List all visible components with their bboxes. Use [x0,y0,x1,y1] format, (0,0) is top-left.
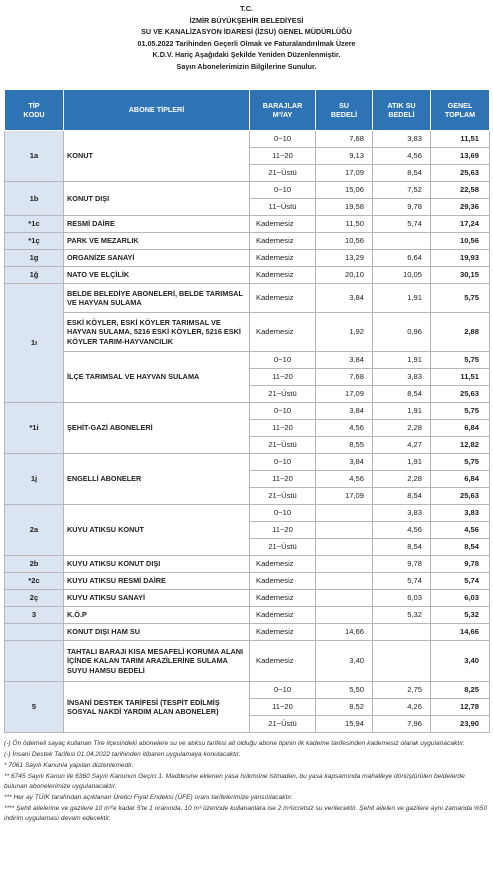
wastewater-price: 1,91 [373,284,431,313]
water-price: 8,52 [316,699,373,716]
wastewater-price: 6,03 [373,590,431,607]
wastewater-price [373,641,431,682]
type-code [5,641,64,682]
bracket-cell: Kademesiz [250,641,316,682]
wastewater-price: 2,75 [373,682,431,699]
type-name: PARK VE MEZARLIK [64,233,250,250]
type-name: K.Ö.P [64,607,250,624]
type-code [5,624,64,641]
water-price: 17,09 [316,165,373,182]
bracket-cell: Kademesiz [250,573,316,590]
wastewater-price: 9,78 [373,556,431,573]
type-name: ESKİ KÖYLER, ESKİ KÖYLER TARIMSAL VE HAYVAN SULAMA, 5216 ESKİ KÖYLER, 5216 ESKİ KÖYLER TARIM-HAYVANCILIK [64,313,250,352]
bracket-cell: 11~20 [250,369,316,386]
wastewater-price: 4,26 [373,699,431,716]
wastewater-price: 4,56 [373,148,431,165]
bracket-cell: 0~10 [250,403,316,420]
total-price: 5,75 [431,284,490,313]
water-price: 4,56 [316,420,373,437]
total-price: 5,75 [431,454,490,471]
wastewater-price: 0,96 [373,313,431,352]
type-code: *1i [5,403,64,454]
water-price: 19,58 [316,199,373,216]
table-row [5,216,490,233]
type-name: ORGANİZE SANAYİ [64,250,250,267]
type-name: KONUT DIŞI [64,182,250,216]
wastewater-price: 8,54 [373,386,431,403]
type-name: KUYU ATIKSU RESMİ DAİRE [64,573,250,590]
total-price: 5,75 [431,352,490,369]
footnote: **** Şehit ailelerine ve gazilere 10 m³'e kadar 5'te 1 oranında, 10 m³ üzerinde kullananlara ise 2 m³ücretsiz su verilecektir. Şehit aileleri ve gazilere aynı zamanda %50 indirim uygulaması devam edecektir. [4,805,488,822]
type-name: İNSANİ DESTEK TARİFESİ (TESPİT EDİLMİŞ SOSYAL NAKDİ YARDIM ALAN ABONELER) [64,682,250,733]
wastewater-price: 1,91 [373,454,431,471]
water-price: 14,66 [316,624,373,641]
wastewater-price: 5,74 [373,216,431,233]
table-row [5,505,490,522]
bracket-cell: Kademesiz [250,624,316,641]
bracket-cell: 11~20 [250,471,316,488]
bracket-cell: 21~Üstü [250,539,316,556]
wastewater-price: 6,64 [373,250,431,267]
wastewater-price: 5,32 [373,607,431,624]
header-line: İZMİR BÜYÜKŞEHİR BELEDİYESİ [189,15,304,25]
water-price: 3,84 [316,284,373,313]
col-header-type: ABONE TİPLERİ [64,90,250,131]
water-price: 3,84 [316,352,373,369]
type-name: KONUT [64,131,250,182]
water-price: 8,55 [316,437,373,454]
table-row [5,250,490,267]
water-price: 15,06 [316,182,373,199]
water-price [316,505,373,522]
total-price: 30,15 [431,267,490,284]
type-name: ENGELLİ ABONELER [64,454,250,505]
water-price: 7,68 [316,131,373,148]
table-row [5,267,490,284]
type-name: KUYU ATIKSU SANAYİ [64,590,250,607]
col-header-total: GENEL TOPLAM [431,90,490,131]
water-price: 1,92 [316,313,373,352]
water-price: 7,68 [316,369,373,386]
wastewater-price: 4,56 [373,522,431,539]
water-price [316,573,373,590]
type-code: 1ğ [5,267,64,284]
table-row [5,682,490,699]
type-code: 2ç [5,590,64,607]
header-line: Sayın Abonelerimizin Bilgilerine Sunulur. [176,61,317,71]
water-price [316,539,373,556]
bracket-cell: 11~20 [250,699,316,716]
total-price: 6,84 [431,471,490,488]
table-row [5,313,490,352]
type-code: 1j [5,454,64,505]
bracket-cell: Kademesiz [250,556,316,573]
type-name: KONUT DIŞI HAM SU [64,624,250,641]
table-row [5,641,490,682]
bracket-cell: 11~20 [250,148,316,165]
water-price: 15,94 [316,716,373,733]
water-price: 17,09 [316,386,373,403]
wastewater-price: 7,52 [373,182,431,199]
type-name: RESMİ DAİRE [64,216,250,233]
type-code: 1a [5,131,64,182]
bracket-cell: 0~10 [250,505,316,522]
footnotes [4,739,489,824]
wastewater-price [373,233,431,250]
total-price: 9,78 [431,556,490,573]
total-price: 25,63 [431,488,490,505]
total-price: 5,75 [431,403,490,420]
header-line: 01.05.2022 Tarihinden Geçerli Olmak ve Faturalandırılmak Üzere [137,38,356,48]
table-row [5,573,490,590]
wastewater-price: 3,83 [373,369,431,386]
header-line: K.D.V. Hariç Aşağıdaki Şekilde Yeniden Düzenlenmiştir. [152,50,341,59]
type-name: KUYU ATIKSU KONUT [64,505,250,556]
wastewater-price [373,624,431,641]
bracket-cell: 11~Üstü [250,199,316,216]
document-header [0,0,493,89]
total-price: 6,03 [431,590,490,607]
total-price: 3,83 [431,505,490,522]
wastewater-price: 8,54 [373,165,431,182]
total-price: 12,78 [431,699,490,716]
bracket-cell: 0~10 [250,454,316,471]
total-price: 4,56 [431,522,490,539]
bracket-cell: 21~Üstü [250,386,316,403]
wastewater-price: 5,74 [373,573,431,590]
water-price: 3,84 [316,403,373,420]
water-price: 20,10 [316,267,373,284]
total-price: 17,24 [431,216,490,233]
table-row [5,403,490,420]
water-price: 11,50 [316,216,373,233]
bracket-cell: 21~Üstü [250,437,316,454]
water-price: 5,50 [316,682,373,699]
total-price: 11,51 [431,131,490,148]
total-price: 13,69 [431,148,490,165]
bracket-cell: Kademesiz [250,267,316,284]
table-row [5,454,490,471]
bracket-cell: Kademesiz [250,313,316,352]
bracket-cell: 21~Üstü [250,716,316,733]
type-code: *1ç [5,233,64,250]
bracket-cell: Kademesiz [250,216,316,233]
bracket-cell: 21~Üstü [250,488,316,505]
total-price: 29,36 [431,199,490,216]
total-price: 10,56 [431,233,490,250]
table-row [5,352,490,369]
total-price: 3,40 [431,641,490,682]
water-price: 3,84 [316,454,373,471]
wastewater-price: 3,83 [373,505,431,522]
col-header-water: SU BEDELİ [316,90,373,131]
water-price [316,607,373,624]
water-price: 10,56 [316,233,373,250]
wastewater-price: 2,28 [373,420,431,437]
total-price: 6,84 [431,420,490,437]
wastewater-price: 1,91 [373,403,431,420]
wastewater-price: 10,05 [373,267,431,284]
table-row [5,556,490,573]
bracket-cell: 11~20 [250,420,316,437]
wastewater-price: 4,27 [373,437,431,454]
wastewater-price: 3,83 [373,131,431,148]
total-price: 19,93 [431,250,490,267]
total-price: 8,54 [431,539,490,556]
bracket-cell: 0~10 [250,131,316,148]
total-price: 11,51 [431,369,490,386]
total-price: 22,58 [431,182,490,199]
table-header-row [5,90,490,131]
total-price: 25,63 [431,386,490,403]
total-price: 2,88 [431,313,490,352]
type-code: 3 [5,607,64,624]
bracket-cell: 0~10 [250,182,316,199]
type-code: 1g [5,250,64,267]
wastewater-price: 9,78 [373,199,431,216]
water-price: 4,56 [316,471,373,488]
water-price [316,590,373,607]
table-row [5,607,490,624]
total-price: 12,82 [431,437,490,454]
col-header-code: TİP KODU [5,90,64,131]
type-code: 2b [5,556,64,573]
footnote: *** Her ay TÜİK tarafından açıklanan Üretici Fiyat Endeksi (ÜFE) oranı tarifelerimize yansıtılacaktır. [4,794,293,801]
header-line: T.C. [240,4,253,13]
total-price: 5,74 [431,573,490,590]
bracket-cell: 0~10 [250,352,316,369]
footnote: * 7061 Sayılı Kanunla yapılan düzenlemedir. [4,762,134,769]
table-row [5,182,490,199]
type-name: NATO VE ELÇİLİK [64,267,250,284]
wastewater-price: 2,28 [373,471,431,488]
bracket-cell: Kademesiz [250,250,316,267]
water-price: 13,29 [316,250,373,267]
type-name: TAHTALI BARAJI KISA MESAFELİ KORUMA ALANI İÇİNDE KALAN TARIM ARAZİLERİNE SULAMA SUYU HAMSU BEDELİ [64,641,250,682]
table-row [5,284,490,313]
bracket-cell: 0~10 [250,682,316,699]
total-price: 23,90 [431,716,490,733]
table-row [5,624,490,641]
type-code: *1c [5,216,64,233]
water-price [316,556,373,573]
footnote: ** 6745 Sayılı Kanun ile 6360 Sayılı Kanunun Geçici 1. Maddesine eklenen yasa hükmüne istinaden, bu yasa kapsamında mahalleye dönüştürülen beldelerde bulunan abonelerimize uygulanacaktır. [4,773,465,790]
type-code: 2a [5,505,64,556]
water-price: 9,13 [316,148,373,165]
type-code: 5 [5,682,64,733]
water-price [316,522,373,539]
bracket-cell: 21~Üstü [250,165,316,182]
footnote: (-) Ön ödemeli sayaç kullanan Tire ilçesindeki abonelere su ve atıksu tarifesi ait olduğu abone tipinin ilk kademe tarifesinden kademesiz olarak uygulanacaktır. [4,740,465,747]
bracket-cell: Kademesiz [250,233,316,250]
tariff-table [4,89,490,733]
total-price: 25,63 [431,165,490,182]
bracket-cell: Kademesiz [250,284,316,313]
table-row [5,131,490,148]
water-price: 3,40 [316,641,373,682]
type-code: 1b [5,182,64,216]
table-row [5,590,490,607]
col-header-wastewater: ATIK SU BEDELİ [373,90,431,131]
bracket-cell: Kademesiz [250,607,316,624]
type-name: İLÇE TARIMSAL VE HAYVAN SULAMA [64,352,250,403]
total-price: 14,66 [431,624,490,641]
water-price: 17,09 [316,488,373,505]
type-name: ŞEHİT-GAZİ ABONELERİ [64,403,250,454]
bracket-cell: Kademesiz [250,590,316,607]
type-code: *2c [5,573,64,590]
type-name: BELDE BELEDİYE ABONELERİ, BELDE TARIMSAL VE HAYVAN SULAMA [64,284,250,313]
bracket-cell: 11~20 [250,522,316,539]
type-code: 1ı [5,284,64,403]
wastewater-price: 8,54 [373,488,431,505]
total-price: 8,25 [431,682,490,699]
type-name: KUYU ATIKSU KONUT DIŞI [64,556,250,573]
wastewater-price: 8,54 [373,539,431,556]
wastewater-price: 1,91 [373,352,431,369]
col-header-bracket: BARAJLAR M³/AY [250,90,316,131]
wastewater-price: 7,96 [373,716,431,733]
header-line: SU VE KANALİZASYON İDARESİ (İZSU) GENEL MÜDÜRLÜĞÜ [141,27,352,36]
footnote: (-) İnsani Destek Tarifesi 01.04.2022 tarihinden itibaren uygulamaya konulacaktır. [4,751,241,758]
total-price: 5,32 [431,607,490,624]
table-row [5,233,490,250]
